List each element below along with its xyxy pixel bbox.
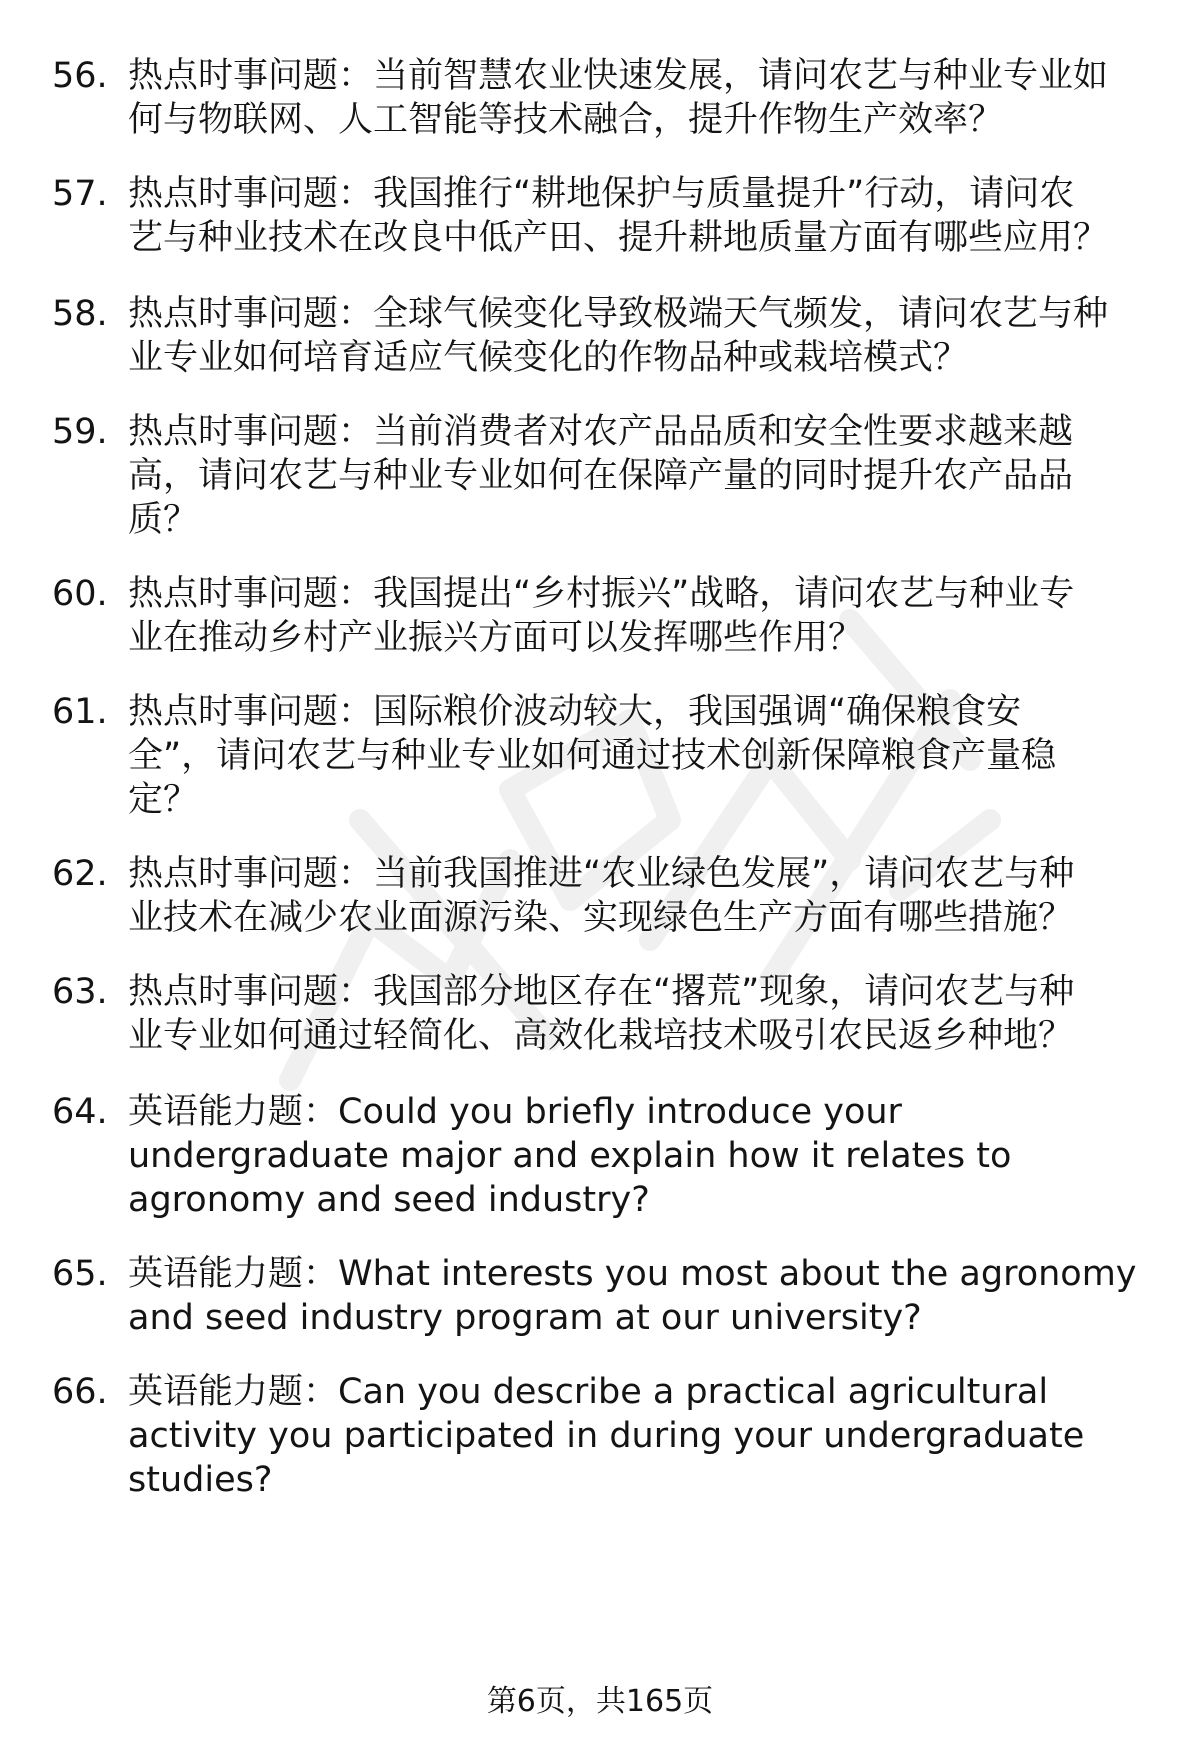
- question-text-line: activity you participated in during your undergraduate: [128, 1416, 1085, 1456]
- question-text-line: 业技术在减少农业面源污染、实现绿色生产方面有哪些措施？: [128, 898, 1074, 938]
- question-number: 60.: [52, 574, 108, 614]
- question-item: [0, 968, 1200, 1108]
- question-item: [0, 688, 1200, 828]
- question-text-line: 高，请问农艺与种业专业如何在保障产量的同时提升农产品品: [128, 456, 1074, 496]
- question-text-line: and seed industry program at our university?: [128, 1298, 922, 1338]
- question-number: 59.: [52, 412, 108, 452]
- question-text-line: 热点时事问题：全球气候变化导致极端天气频发，请问农艺与种: [128, 294, 1109, 334]
- question-text-line: 热点时事问题：我国部分地区存在“撂荒”现象，请问农艺与种: [128, 972, 1075, 1012]
- question-text-line: agronomy and seed industry?: [128, 1180, 650, 1220]
- question-text-line: 业在推动乡村产业振兴方面可以发挥哪些作用？: [128, 618, 864, 658]
- question-number: 61.: [52, 692, 108, 732]
- page-number-footer: 第6页，共165页: [486, 1684, 714, 1719]
- question-text-line: 英语能力题：Can you describe a practical agricultural: [128, 1372, 1049, 1412]
- question-text-line: 热点时事问题：国际粮价波动较大，我国强调“确保粮食安: [128, 692, 1022, 732]
- question-text-line: 英语能力题：Could you briefly introduce your: [128, 1092, 902, 1132]
- question-number: 56.: [52, 56, 108, 96]
- question-number: 65.: [52, 1254, 108, 1294]
- question-text-line: 质？: [128, 500, 199, 540]
- question-text-line: 热点时事问题：当前消费者对农产品品质和安全性要求越来越: [128, 412, 1074, 452]
- question-number: 57.: [52, 174, 108, 214]
- question-number: 58.: [52, 294, 108, 334]
- question-text-line: 热点时事问题：当前智慧农业快速发展，请问农艺与种业专业如: [128, 56, 1109, 96]
- question-text-line: 定？: [128, 780, 199, 820]
- question-text-line: 英语能力题：What interests you most about the agronomy: [128, 1254, 1137, 1294]
- question-item: [0, 1368, 1200, 1508]
- question-text-line: 业专业如何通过轻简化、高效化栽培技术吸引农民返乡种地？: [128, 1016, 1074, 1056]
- question-text-line: 热点时事问题：当前我国推进“农业绿色发展”，请问农艺与种: [128, 854, 1075, 894]
- question-text-line: 热点时事问题：我国提出“乡村振兴”战略，请问农艺与种业专: [128, 574, 1075, 614]
- question-text-line: 何与物联网、人工智能等技术融合，提升作物生产效率？: [128, 100, 1004, 140]
- question-text-line: 热点时事问题：我国推行“耕地保护与质量提升”行动，请问农: [128, 174, 1075, 214]
- question-text-line: studies?: [128, 1460, 273, 1500]
- question-text-line: 业专业如何培育适应气候变化的作物品种或栽培模式？: [128, 338, 969, 378]
- question-number: 62.: [52, 854, 108, 894]
- question-number: 63.: [52, 972, 108, 1012]
- question-text-line: undergraduate major and explain how it relates to: [128, 1136, 1012, 1176]
- question-item: [0, 1088, 1200, 1228]
- question-number: 64.: [52, 1092, 108, 1132]
- question-item: [0, 170, 1200, 310]
- question-item: [0, 408, 1200, 548]
- question-number: 66.: [52, 1372, 108, 1412]
- question-text-line: 全”，请问农艺与种业专业如何通过技术创新保障粮食产量稳: [128, 736, 1057, 776]
- question-text-line: 艺与种业技术在改良中低产田、提升耕地质量方面有哪些应用？: [128, 218, 1109, 258]
